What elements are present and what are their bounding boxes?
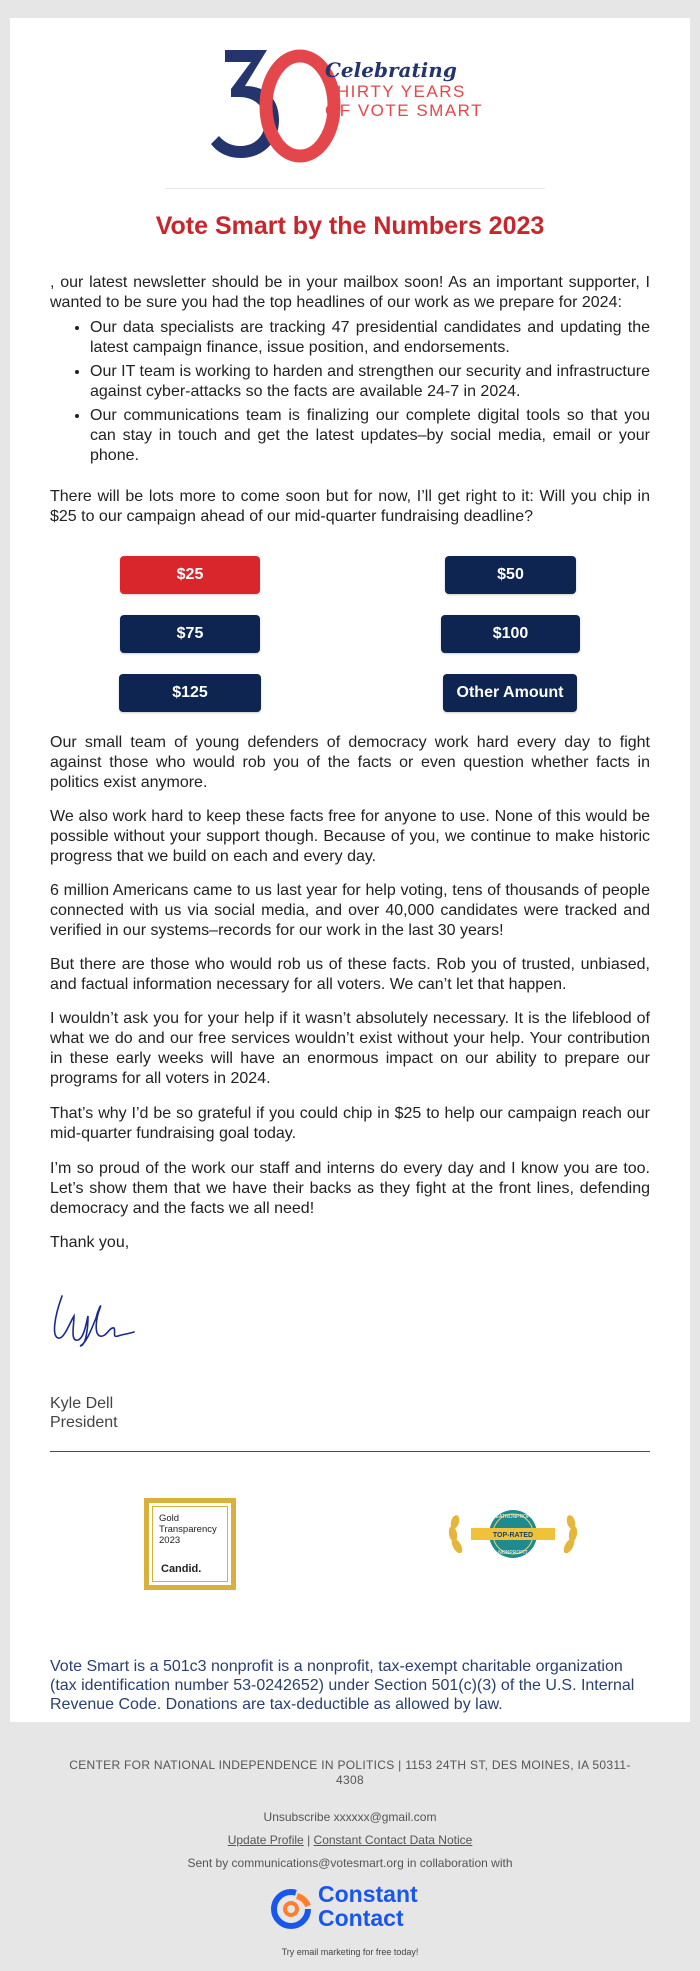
donation-ask-text: There will be lots more to come soon but for now, I’ll get right to it: Will you chip in $25 to our campaign ahead of our mid-quarter fundraising deadline? (50, 488, 650, 525)
legal-disclaimer: Vote Smart is a 501c3 nonprofit is a nonprofit, tax-exempt charitable organization (tax identification number 53-0242652) under Section 501(c)(3) of the U.S. Internal Revenue Code. Donations are tax-deductible as allowed by law. (50, 1658, 635, 1713)
body-paragraph: That’s why I’d be so grateful if you could chip in $25 to help our campaign reach our mid-quarter fundraising goal today. (50, 1105, 650, 1142)
great-nonprofits-top-rated-badge[interactable] (443, 1504, 583, 1564)
laurel-right-icon (562, 1514, 579, 1555)
sign-off-text: Thank you, (50, 1234, 130, 1251)
gnp-arc-bottom: NONPROFIT (498, 1550, 528, 1556)
body-paragraph: 6 million Americans came to us last year for help voting, tens of thousands of people connected with us via social media, and over 40,000 candidates were tracked and verified in our systems–records for our work in the last 30 years! (50, 882, 650, 939)
footer-separator: | (307, 1833, 311, 1847)
donate-100-button[interactable]: $100 (441, 615, 580, 653)
body-paragraph: I’m so proud of the work our staff and interns do every day and I know you are too. Let’s show them that we have their backs as they fight at the front lines, defending democracy and the facts we all need! (50, 1160, 650, 1217)
logo-line-2: OF VOTE SMART (325, 101, 484, 120)
list-item: • Our communications team is finalizing our complete digital tools so that you can stay in touch and get the latest updates–by social media, email or your phone. (90, 406, 650, 466)
update-profile-link[interactable]: Update Profile (227, 1833, 304, 1847)
donate-other-amount-button[interactable]: Other Amount (443, 674, 577, 712)
signatory-role: President (50, 1414, 118, 1431)
donate-75-button[interactable]: $75 (120, 615, 260, 653)
page-title: Vote Smart by the Numbers 2023 (155, 212, 545, 240)
constant-contact-wordmark (318, 1882, 418, 1930)
logo-celebrating: Celebrating (325, 58, 457, 82)
handwritten-signature (50, 1288, 140, 1348)
constant-contact-tagline[interactable]: Try email marketing for free today! (281, 1947, 419, 1957)
gnp-ribbon-text: TOP-RATED (492, 1532, 534, 1539)
highlights-list (50, 318, 650, 470)
candid-gold-transparency-badge[interactable] (144, 1498, 236, 1590)
data-notice-link[interactable]: Constant Contact Data Notice (313, 1833, 473, 1847)
header-divider (165, 188, 545, 189)
donate-125-button[interactable]: $125 (119, 674, 261, 712)
logo-line-1: THIRTY YEARS (325, 82, 466, 101)
signatory (50, 1394, 118, 1432)
logo-wordmark (325, 58, 483, 120)
signature-divider (50, 1451, 650, 1452)
constant-contact-icon (270, 1888, 312, 1930)
constant-contact-logo[interactable] (270, 1882, 440, 1942)
gnp-arc-top: GREATNONPROFITS (488, 1514, 538, 1520)
candid-brand: Candid. (161, 1563, 202, 1575)
candid-badge-line: Gold (159, 1513, 180, 1524)
candid-badge-line: Transparency (159, 1524, 217, 1535)
donate-50-button[interactable]: $50 (445, 556, 576, 594)
footer-unsubscribe (0, 1810, 700, 1824)
signatory-name: Kyle Dell (50, 1395, 114, 1412)
candid-badge-year: 2023 (159, 1535, 181, 1546)
cc-line-1: Constant (318, 1881, 418, 1907)
footer-sent-by: Sent by communications@votesmart.org in collaboration with (187, 1856, 513, 1870)
cc-line-2: Contact (318, 1905, 404, 1931)
donate-25-button[interactable]: $25 (120, 556, 260, 594)
intro-text: , our latest newsletter should be in your mailbox soon! As an important supporter, I wanted to be sure you had the top headlines of our work as we prepare for 2024: (50, 274, 650, 311)
body-paragraph: We also work hard to keep these facts free for anyone to use. None of this would be possible without your support though. Because of you, we continue to make historic progress that we build on each and every day. (50, 808, 650, 865)
footer-links (0, 1833, 700, 1847)
unsubscribe-link[interactable]: Unsubscribe xxxxxx@gmail.com (263, 1810, 437, 1824)
list-item: • Our data specialists are tracking 47 presidential candidates and updating the latest campaign finance, issue position, and endorsements. (90, 318, 650, 358)
body-paragraph: Our small team of young defenders of democracy work hard every day to fight against those who would rob you of the facts or even question whether facts in politics exist anymore. (50, 734, 650, 791)
body-paragraph: But there are those who would rob us of these facts. Rob you of trusted, unbiased, and factual information necessary for all voters. We can’t let that happen. (50, 956, 650, 993)
body-paragraph: I wouldn’t ask you for your help if it wasn’t absolutely necessary. It is the lifeblood of what we do and our free services wouldn’t exist without your help. Your contribution in these early weeks will have an enormous impact on our ability to prepare our programs for all voters in 2024. (50, 1010, 650, 1087)
footer-address: CENTER FOR NATIONAL INDEPENDENCE IN POLITICS | 1153 24TH ST, DES MOINES, IA 50311-4308 (69, 1758, 631, 1787)
list-item: • Our IT team is working to harden and strengthen our security and infrastructure against cyber-attacks so the facts are available 24-7 in 2024. (90, 362, 650, 402)
laurel-left-icon (448, 1514, 465, 1555)
